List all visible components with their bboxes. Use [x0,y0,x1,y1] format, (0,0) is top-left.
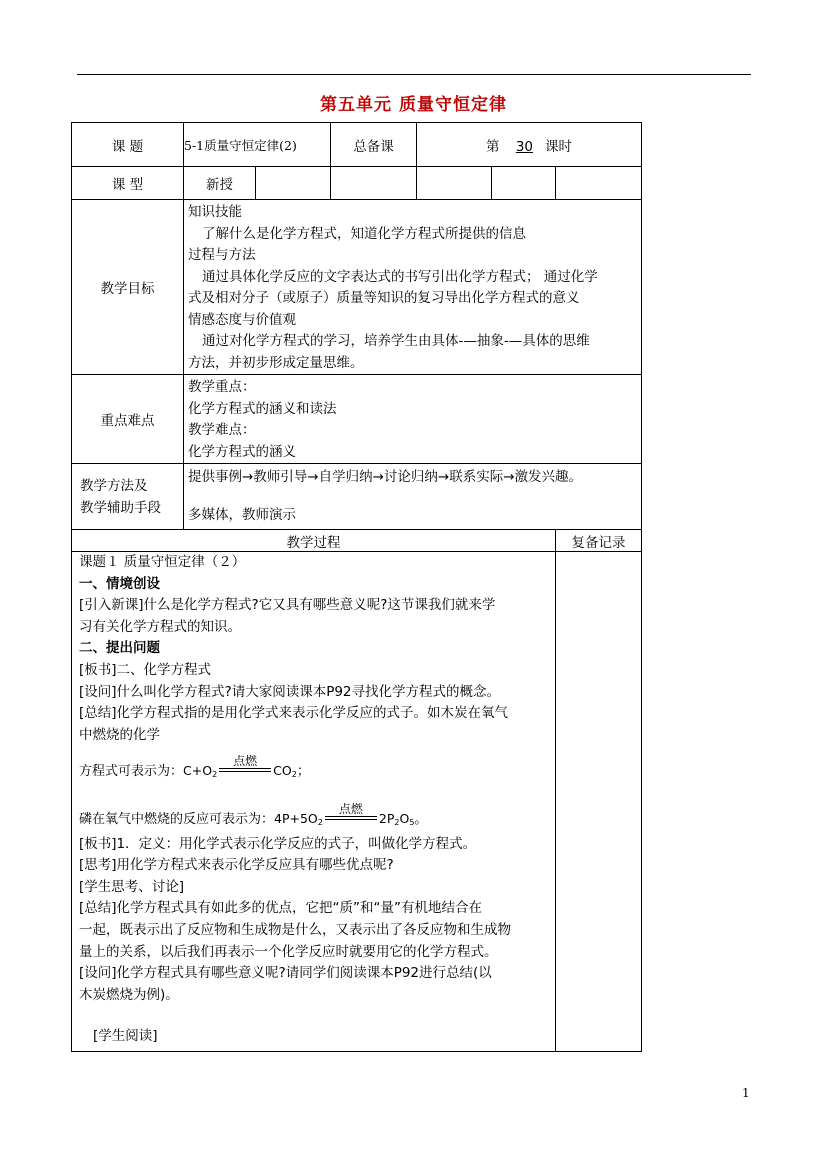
goals-line: 知识技能 [188,204,242,220]
record-header: 复备记录 [556,530,642,552]
prep-label: 总备课 [331,123,417,167]
equation-carbon: 方程式可表示为：$C+O_2$ 点燃 $CO_2$； [79,760,551,786]
empty-cell [331,167,417,200]
lesson-number: 30 [515,138,533,155]
section-heading: 二、提出问题 [79,640,160,657]
process-line: 中燃烧的化学 [79,726,160,743]
equation-phosphorus: 磷在氧气中燃烧的反应可表示为：$4P+5O_2$ 点燃 $2P_2O_5$。 [79,808,551,834]
page-title: 第五单元 质量守恒定律 [320,95,507,115]
methods-label [72,464,184,530]
key-points-line: 教学重点： [188,379,256,395]
type-label: 课 型 [72,167,184,200]
topic-label: 课 题 [72,123,184,167]
topic-value: 5-1质量守恒定律(2) [184,123,331,167]
type-row [72,167,642,200]
lesson-suffix: 课时 [545,138,572,155]
process-line: 课题１ 质量守恒定律（２） [79,554,246,570]
goals-line: 情感态度与价值观 [188,311,296,328]
process-line: [总结]化学方程式指的是用化学式来表示化学反应的式子。如木炭在氧气 [79,705,509,722]
process-row [72,552,642,1052]
process-line: [学生思考、讨论] [79,878,185,895]
process-line: 一起，既表示出了反应物和生成物是什么，又表示出了各反应物和生成物 [79,921,511,938]
condition-label: 点燃 [233,754,258,769]
key-points-line: 教学难点： [188,422,256,438]
goals-line: 过程与方法 [188,247,256,263]
condition-label: 点燃 [338,801,363,816]
record-content [556,552,642,1052]
empty-cell [256,167,331,200]
methods-line: 多媒体，教师演示 [188,507,296,523]
goals-line: 通过具体化学反应的文字表达式的书写引出化学方程式； 通过化学 [202,268,598,285]
process-line: [板书]1．定义：用化学式表示化学反应的式子，叫做化学方程式。 [79,835,477,852]
reaction-arrow [323,801,379,825]
process-header: 教学过程 [72,530,556,552]
goals-line: 通过对化学方程式的学习，培养学生由具体-—抽象-—具体的思维 [202,333,590,349]
methods-row [72,464,642,530]
lesson-prefix: 第 [486,138,500,155]
process-line: [板书]二、化学方程式 [79,661,212,678]
type-value: 新授 [184,167,256,200]
goals-row [72,200,642,375]
topic-row [72,123,642,167]
equation-reactants: $4P+5O_2$ [274,810,323,827]
key-points-line: 化学方程式的涵义 [188,443,296,460]
page-number: 1 [742,1086,750,1100]
methods-content [184,464,642,530]
process-line: [设问]化学方程式具有哪些意义呢?请同学们阅读课本P92进行总结(以 [79,965,492,982]
empty-cell [556,167,642,200]
equation-products: $CO_2$ [273,763,297,780]
methods-label-line: 教学方法及 [80,477,148,494]
goals-label: 教学目标 [72,200,184,375]
goals-line: 了解什么是化学方程式，知道化学方程式所提供的信息 [202,225,526,242]
equation-prefix: 方程式可表示为： [79,764,184,780]
methods-line: 提供事例→教师引导→自学归纳→讨论归纳→联系实际→激发兴趣。 [188,469,583,485]
key-points-content [184,375,642,464]
goals-content [184,200,642,375]
process-line: [总结]化学方程式具有如此多的优点，它把“质”和“量”有机地结合在 [79,900,483,917]
key-points-label: 重点难点 [72,375,184,464]
empty-cell [417,167,492,200]
methods-label-line: 教学辅助手段 [80,499,161,516]
header-rule [77,74,751,75]
equation-prefix: 磷在氧气中燃烧的反应可表示为： [79,811,275,827]
process-line: 习有关化学方程式的知识。 [79,618,241,635]
process-line: 木炭燃烧为例)。 [79,986,179,1003]
lesson-count [417,123,642,167]
goals-line: 方法，并初步形成定量思维。 [188,354,364,371]
process-line: 量上的关系，以后我们再表示一个化学反应时就要用它的化学方程式。 [79,943,498,960]
empty-cell [492,167,556,200]
process-line: [思考]用化学方程式来表示化学反应具有哪些优点呢? [79,857,394,874]
goals-line: 式及相对分子（或原子）质量等知识的复习导出化学方程式的意义 [188,290,580,306]
section-heading: 一、情境创设 [79,575,160,592]
lesson-plan-table [71,122,642,1052]
key-points-row [72,375,642,464]
process-header-row [72,530,642,552]
process-content [72,552,556,1052]
reaction-arrow [217,754,273,777]
process-line: [引入新课]什么是化学方程式?它又具有哪些意义呢?这节课我们就来学 [79,597,496,614]
equation-products: $2P_2O_5$ [378,810,415,827]
equation-reactants: $C+O_2$ [183,763,218,780]
process-line: [学生阅读] [93,1028,158,1045]
key-points-line: 化学方程式的涵义和读法 [188,400,337,417]
process-line: [设问]什么叫化学方程式?请大家阅读课本P92寻找化学方程式的概念。 [79,683,501,700]
